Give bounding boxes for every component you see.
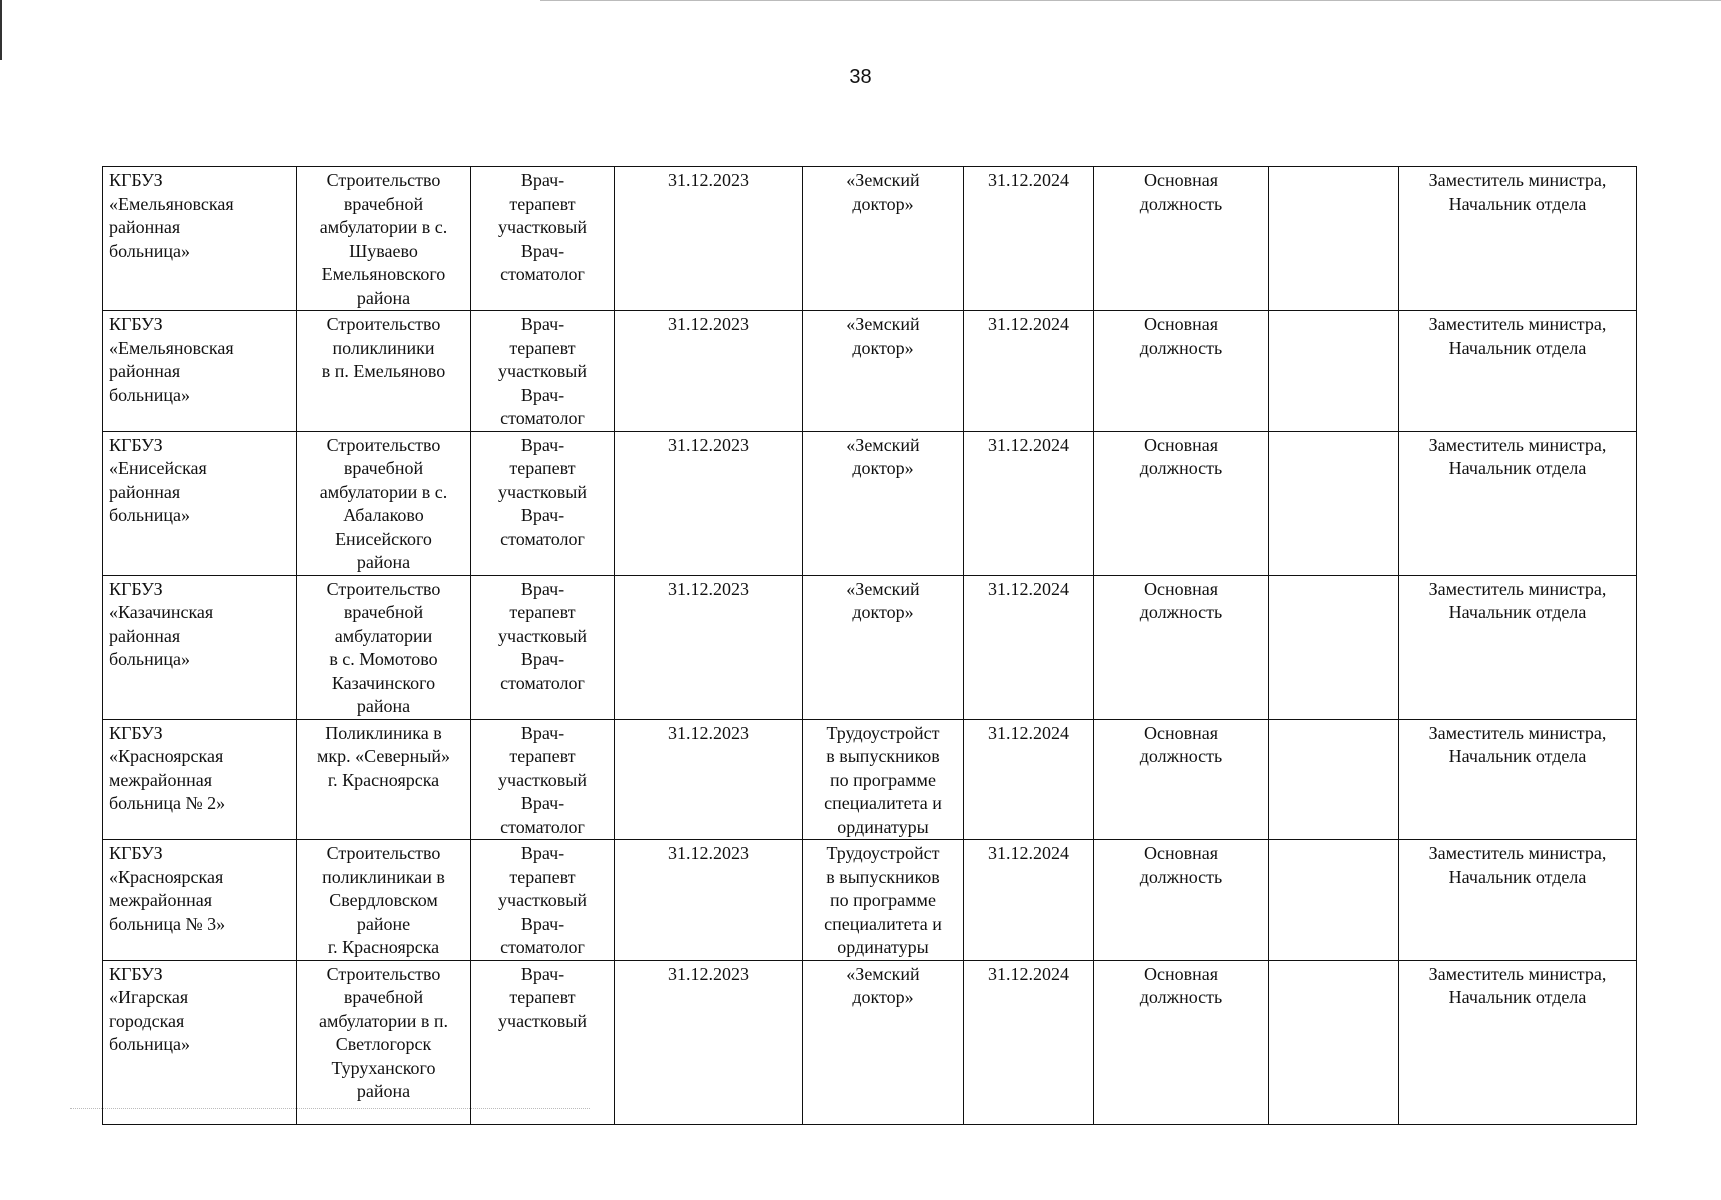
project-cell: Строительство врачебной амбулатории в п. Светлогорск Туруханского района xyxy=(297,960,471,1124)
program-cell: Трудоустройст в выпускников по программе специалитета и ординатуры xyxy=(803,840,964,961)
organization-cell: КГБУЗ «Игарская городская больница» xyxy=(103,960,297,1124)
organization-cell: КГБУЗ «Емельяновская районная больница» xyxy=(103,167,297,311)
program-cell: «Земский доктор» xyxy=(803,431,964,575)
organization-cell: КГБУЗ «Емельяновская районная больница» xyxy=(103,311,297,432)
table-row xyxy=(103,960,1637,1124)
page-number: 38 xyxy=(849,66,872,88)
table-row xyxy=(103,311,1637,432)
end-date-cell: 31.12.2024 xyxy=(964,840,1094,961)
project-cell: Поликлиника в мкр. «Северный» г. Красноярска xyxy=(297,719,471,840)
table-row xyxy=(103,167,1637,311)
start-date-cell: 31.12.2023 xyxy=(615,575,803,719)
position-cell: Основная должность xyxy=(1094,840,1269,961)
program-cell: «Земский доктор» xyxy=(803,167,964,311)
start-date-cell: 31.12.2023 xyxy=(615,167,803,311)
end-date-cell: 31.12.2024 xyxy=(964,575,1094,719)
program-cell: «Земский доктор» xyxy=(803,311,964,432)
project-cell: Строительство врачебной амбулатории в с. Шуваево Емельяновского района xyxy=(297,167,471,311)
position-cell: Основная должность xyxy=(1094,431,1269,575)
specialty-cell: Врач- терапевт участковый Врач- стоматолог xyxy=(471,167,615,311)
end-date-cell: 31.12.2024 xyxy=(964,960,1094,1124)
start-date-cell: 31.12.2023 xyxy=(615,311,803,432)
specialty-cell: Врач- терапевт участковый Врач- стоматолог xyxy=(471,719,615,840)
responsible-cell: Заместитель министра, Начальник отдела xyxy=(1399,960,1637,1124)
table-row xyxy=(103,719,1637,840)
scan-edge-top xyxy=(540,0,1721,1)
responsible-cell: Заместитель министра, Начальник отдела xyxy=(1399,167,1637,311)
empty-cell xyxy=(1269,960,1399,1124)
position-cell: Основная должность xyxy=(1094,960,1269,1124)
empty-cell xyxy=(1269,840,1399,961)
organization-cell: КГБУЗ «Красноярская межрайонная больница № 2» xyxy=(103,719,297,840)
position-cell: Основная должность xyxy=(1094,311,1269,432)
start-date-cell: 31.12.2023 xyxy=(615,719,803,840)
specialty-cell: Врач- терапевт участковый Врач- стоматолог xyxy=(471,840,615,961)
document-table xyxy=(102,166,1637,1125)
responsible-cell: Заместитель министра, Начальник отдела xyxy=(1399,431,1637,575)
responsible-cell: Заместитель министра, Начальник отдела xyxy=(1399,311,1637,432)
table-body xyxy=(103,167,1637,1125)
program-cell: Трудоустройст в выпускников по программе специалитета и ординатуры xyxy=(803,719,964,840)
responsible-cell: Заместитель министра, Начальник отдела xyxy=(1399,575,1637,719)
specialty-cell: Врач- терапевт участковый Врач- стоматолог xyxy=(471,311,615,432)
specialty-cell: Врач- терапевт участковый xyxy=(471,960,615,1124)
table-row xyxy=(103,840,1637,961)
empty-cell xyxy=(1269,167,1399,311)
position-cell: Основная должность xyxy=(1094,719,1269,840)
organization-cell: КГБУЗ «Казачинская районная больница» xyxy=(103,575,297,719)
table-row xyxy=(103,575,1637,719)
program-cell: «Земский доктор» xyxy=(803,960,964,1124)
project-cell: Строительство поликлиникаи в Свердловском районе г. Красноярска xyxy=(297,840,471,961)
organization-cell: КГБУЗ «Енисейская районная больница» xyxy=(103,431,297,575)
end-date-cell: 31.12.2024 xyxy=(964,167,1094,311)
responsible-cell: Заместитель министра, Начальник отдела xyxy=(1399,719,1637,840)
scan-edge-left xyxy=(0,0,2,60)
project-cell: Строительство врачебной амбулатории в с. Абалаково Енисейского района xyxy=(297,431,471,575)
end-date-cell: 31.12.2024 xyxy=(964,431,1094,575)
project-cell: Строительство поликлиники в п. Емельяново xyxy=(297,311,471,432)
specialty-cell: Врач- терапевт участковый Врач- стоматолог xyxy=(471,575,615,719)
start-date-cell: 31.12.2023 xyxy=(615,960,803,1124)
table-row xyxy=(103,431,1637,575)
empty-cell xyxy=(1269,719,1399,840)
empty-cell xyxy=(1269,431,1399,575)
start-date-cell: 31.12.2023 xyxy=(615,431,803,575)
organization-cell: КГБУЗ «Красноярская межрайонная больница № 3» xyxy=(103,840,297,961)
start-date-cell: 31.12.2023 xyxy=(615,840,803,961)
position-cell: Основная должность xyxy=(1094,575,1269,719)
project-cell: Строительство врачебной амбулатории в с. Момотово Казачинского района xyxy=(297,575,471,719)
responsible-cell: Заместитель министра, Начальник отдела xyxy=(1399,840,1637,961)
end-date-cell: 31.12.2024 xyxy=(964,719,1094,840)
end-date-cell: 31.12.2024 xyxy=(964,311,1094,432)
program-cell: «Земский доктор» xyxy=(803,575,964,719)
scan-noise xyxy=(70,1108,590,1110)
position-cell: Основная должность xyxy=(1094,167,1269,311)
specialty-cell: Врач- терапевт участковый Врач- стоматолог xyxy=(471,431,615,575)
empty-cell xyxy=(1269,575,1399,719)
empty-cell xyxy=(1269,311,1399,432)
